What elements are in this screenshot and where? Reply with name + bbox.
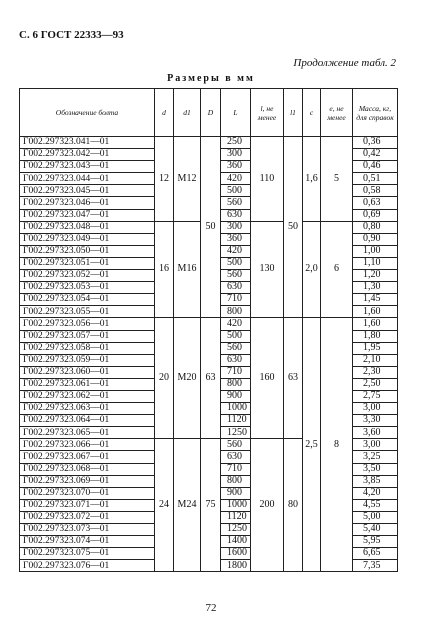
cell-length: 1600 [221,548,251,560]
cell-designation: Г002.297323.067—01 [20,451,155,463]
cell-length: 710 [221,366,251,378]
cell-mass: 3,85 [353,475,398,487]
cell-mass: 0,90 [353,233,398,245]
cell-mass: 0,36 [353,137,398,149]
cell-d: 24 [155,439,174,572]
cell-mass: 0,80 [353,221,398,233]
cell-length: 1400 [221,536,251,548]
cell-designation: Г002.297323.059—01 [20,354,155,366]
cell-mass: 4,20 [353,487,398,499]
cell-designation: Г002.297323.043—01 [20,161,155,173]
cell-length: 560 [221,439,251,451]
cell-length: 420 [221,245,251,257]
cell-l: 130 [251,221,284,318]
cell-length: 300 [221,149,251,161]
cell-length: 630 [221,209,251,221]
cell-length: 900 [221,390,251,402]
cell-mass: 1,30 [353,282,398,294]
cell-designation: Г002.297323.068—01 [20,463,155,475]
cell-length: 1800 [221,560,251,572]
cell-designation: Г002.297323.074—01 [20,536,155,548]
cell-designation: Г002.297323.053—01 [20,282,155,294]
cell-length: 800 [221,378,251,390]
cell-designation: Г002.297323.061—01 [20,378,155,390]
cell-designation: Г002.297323.070—01 [20,487,155,499]
cell-designation: Г002.297323.050—01 [20,245,155,257]
cell-designation: Г002.297323.045—01 [20,185,155,197]
cell-length: 800 [221,306,251,318]
cell-length: 1250 [221,524,251,536]
cell-length: 1250 [221,427,251,439]
cell-mass: 5,40 [353,524,398,536]
cell-designation: Г002.297323.049—01 [20,233,155,245]
cell-length: 420 [221,318,251,330]
col-header-d1: d1 [174,89,201,137]
cell-length: 710 [221,294,251,306]
cell-length: 1000 [221,499,251,511]
cell-length: 900 [221,487,251,499]
cell-mass: 6,65 [353,548,398,560]
cell-length: 250 [221,137,251,149]
cell-designation: Г002.297323.047—01 [20,209,155,221]
cell-mass: 3,00 [353,439,398,451]
cell-c: 2,0 [303,221,321,318]
cell-designation: Г002.297323.052—01 [20,270,155,282]
cell-mass: 1,60 [353,318,398,330]
cell-designation: Г002.297323.066—01 [20,439,155,451]
cell-mass: 1,80 [353,330,398,342]
cell-length: 560 [221,197,251,209]
cell-length: 800 [221,475,251,487]
cell-designation: Г002.297323.071—01 [20,499,155,511]
cell-length: 710 [221,463,251,475]
cell-mass: 2,75 [353,390,398,402]
cell-d: 12 [155,137,174,222]
cell-designation: Г002.297323.072—01 [20,511,155,523]
table-row [20,318,398,330]
cell-mass: 5,95 [353,536,398,548]
cell-D: 75 [201,439,221,572]
col-header-designation: Обозначение болта [20,89,155,137]
cell-length: 560 [221,342,251,354]
cell-length: 1120 [221,415,251,427]
table-header-row [20,89,398,137]
cell-designation: Г002.297323.075—01 [20,548,155,560]
cell-mass: 1,20 [353,270,398,282]
bolt-dimensions-table [19,88,398,572]
table-caption: Размеры в мм [167,73,255,84]
col-header-mass: Масса, кг, для справок [353,89,398,137]
cell-length: 630 [221,354,251,366]
cell-designation: Г002.297323.062—01 [20,390,155,402]
cell-d1: M20 [174,318,201,439]
cell-l: 160 [251,318,284,439]
cell-l: 200 [251,439,284,572]
cell-length: 420 [221,173,251,185]
col-header-e: e, не менее [321,89,353,137]
cell-designation: Г002.297323.051—01 [20,257,155,269]
cell-mass: 1,45 [353,294,398,306]
cell-d: 16 [155,221,174,318]
cell-designation: Г002.297323.058—01 [20,342,155,354]
cell-designation: Г002.297323.042—01 [20,149,155,161]
cell-D: 50 [201,137,221,318]
cell-designation: Г002.297323.065—01 [20,427,155,439]
table-row [20,137,398,149]
col-header-D: D [201,89,221,137]
cell-mass: 0,69 [353,209,398,221]
cell-designation: Г002.297323.056—01 [20,318,155,330]
cell-l: 110 [251,137,284,222]
cell-designation: Г002.297323.044—01 [20,173,155,185]
cell-d1: M24 [174,439,201,572]
cell-designation: Г002.297323.055—01 [20,306,155,318]
col-header-L: L [221,89,251,137]
cell-mass: 7,35 [353,560,398,572]
cell-length: 300 [221,221,251,233]
col-header-c: c [303,89,321,137]
cell-d1: M16 [174,221,201,318]
cell-c: 1,6 [303,137,321,222]
page-header-standard: С. 6 ГОСТ 22333—93 [19,29,124,41]
cell-mass: 0,46 [353,161,398,173]
cell-mass: 2,10 [353,354,398,366]
cell-d: 20 [155,318,174,439]
cell-mass: 3,60 [353,427,398,439]
cell-designation: Г002.297323.060—01 [20,366,155,378]
cell-l1: 63 [284,318,303,439]
cell-D: 63 [201,318,221,439]
cell-length: 360 [221,161,251,173]
cell-mass: 0,58 [353,185,398,197]
cell-mass: 3,50 [353,463,398,475]
cell-designation: Г002.297323.076—01 [20,560,155,572]
cell-length: 500 [221,185,251,197]
cell-d1: M12 [174,137,201,222]
cell-mass: 0,63 [353,197,398,209]
cell-mass: 5,00 [353,511,398,523]
cell-l1: 80 [284,439,303,572]
cell-length: 1000 [221,403,251,415]
cell-mass: 3,25 [353,451,398,463]
cell-length: 360 [221,233,251,245]
col-header-l: l, не менее [251,89,284,137]
cell-designation: Г002.297323.046—01 [20,197,155,209]
cell-mass: 1,60 [353,306,398,318]
cell-designation: Г002.297323.069—01 [20,475,155,487]
cell-designation: Г002.297323.064—01 [20,415,155,427]
cell-mass: 3,00 [353,403,398,415]
cell-mass: 4,55 [353,499,398,511]
cell-designation: Г002.297323.057—01 [20,330,155,342]
cell-c: 2,5 [303,318,321,572]
cell-length: 630 [221,282,251,294]
cell-designation: Г002.297323.041—01 [20,137,155,149]
col-header-l1: l1 [284,89,303,137]
cell-length: 1120 [221,511,251,523]
cell-e: 8 [321,318,353,572]
cell-mass: 2,30 [353,366,398,378]
cell-designation: Г002.297323.054—01 [20,294,155,306]
cell-mass: 1,95 [353,342,398,354]
cell-length: 630 [221,451,251,463]
col-header-d: d [155,89,174,137]
cell-designation: Г002.297323.073—01 [20,524,155,536]
table-body [20,137,398,572]
cell-length: 500 [221,330,251,342]
cell-length: 560 [221,270,251,282]
cell-designation: Г002.297323.048—01 [20,221,155,233]
cell-mass: 3,30 [353,415,398,427]
page-number: 72 [205,602,217,614]
cell-designation: Г002.297323.063—01 [20,403,155,415]
cell-mass: 1,00 [353,245,398,257]
cell-mass: 0,51 [353,173,398,185]
cell-l1: 50 [284,137,303,318]
cell-mass: 1,10 [353,257,398,269]
cell-e: 5 [321,137,353,222]
cell-mass: 2,50 [353,378,398,390]
cell-length: 500 [221,257,251,269]
cell-mass: 0,42 [353,149,398,161]
cell-e: 6 [321,221,353,318]
table-continuation-note: Продолжение табл. 2 [293,57,396,69]
